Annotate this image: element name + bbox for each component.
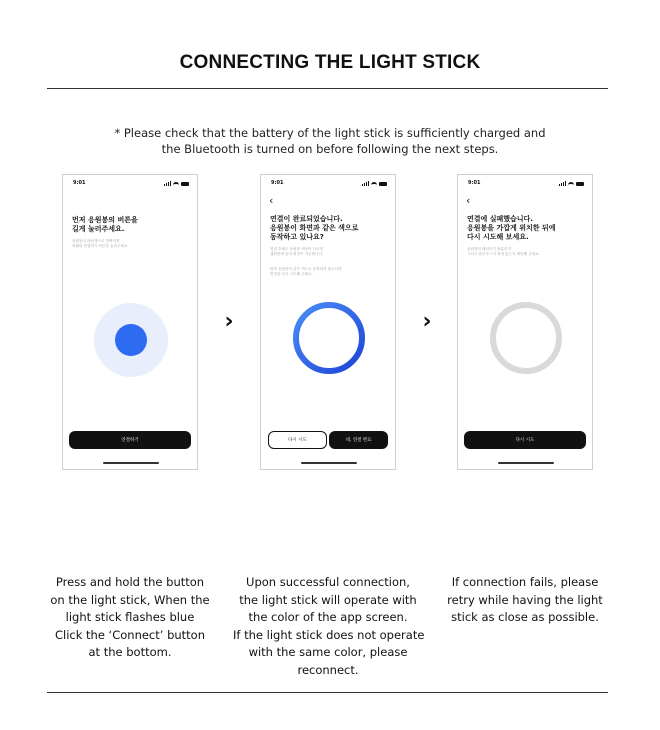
status-time: 9:01 <box>271 180 284 186</box>
battery-notice <box>0 125 660 157</box>
confirm-connected-button[interactable]: 네, 연결 완료 <box>329 431 388 449</box>
connected-ring-graphic <box>261 175 396 470</box>
step-2-caption: Upon successful connection, the light stick will operate with the color of the app screen. If the light stick does not operate with the same color, please reconnect. <box>233 575 425 677</box>
screen-heading: 먼저 응원봉의 버튼을 길게 눌러주세요. <box>72 216 138 233</box>
screen-subtext: 응원봉의 파란색으로 깜빡이면 아래의 연결하기 버튼을 눌러주세요. <box>72 239 129 248</box>
screen-heading: 연결에 실패했습니다. 응원봉을 가깝게 위치한 뒤에 다시 시도해 보세요. <box>467 215 556 241</box>
phone-screen-step-1 <box>62 174 198 470</box>
screen-subtext-secondary: 만약 응원봉이 같은 색으로 동작하지 않는다면 연결을 다시 시도해 주세요. <box>270 267 342 276</box>
phone-screen-step-3 <box>457 174 593 470</box>
color-ring <box>296 305 362 371</box>
bottom-divider <box>47 692 608 693</box>
home-indicator <box>301 462 357 464</box>
top-divider <box>47 88 608 89</box>
step-3-caption: If connection fails, please retry while having the light stick as close as possible. <box>447 575 603 625</box>
light-stick-pulse-graphic <box>63 175 198 470</box>
step-1-caption: Press and hold the button on the light stick, When the light stick flashes blue Click the ‘Connect’ button at the bottom. <box>50 575 210 660</box>
notice-line: * Please check that the battery of the light stick is sufficiently charged and <box>114 126 546 140</box>
chevron-right-icon: › <box>422 309 432 334</box>
pulse-core <box>115 324 147 356</box>
retry-button[interactable]: 다시 시도 <box>464 431 586 449</box>
home-indicator <box>103 462 159 464</box>
notice-line: the Bluetooth is turned on before following the next steps. <box>161 142 499 156</box>
failed-ring-graphic <box>458 175 593 470</box>
connect-button[interactable]: 연결하기 <box>69 431 191 449</box>
screen-subtext: 연결 후에도 응원봉 색상이 다르면 앱화면에 동작 확인이 가능합니다. <box>270 247 324 256</box>
status-time: 9:01 <box>73 180 86 186</box>
screen-subtext: 응원봉의 배터리가 충분한지 그리고 블루투스가 켜져 있는지 확인해 주세요. <box>467 247 540 256</box>
chevron-left-icon[interactable]: ‹ <box>269 194 274 207</box>
chevron-right-icon: › <box>224 309 234 334</box>
phone-screen-step-2 <box>260 174 396 470</box>
home-indicator <box>498 462 554 464</box>
page-title: CONNECTING THE LIGHT STICK <box>179 52 481 73</box>
status-time: 9:01 <box>468 180 481 186</box>
screen-heading: 연결이 완료되었습니다. 응원봉이 화면과 같은 색으로 동작하고 있나요? <box>270 215 359 241</box>
gray-ring <box>493 305 559 371</box>
chevron-left-icon[interactable]: ‹ <box>466 194 471 207</box>
retry-button[interactable]: 다시 시도 <box>268 431 327 449</box>
